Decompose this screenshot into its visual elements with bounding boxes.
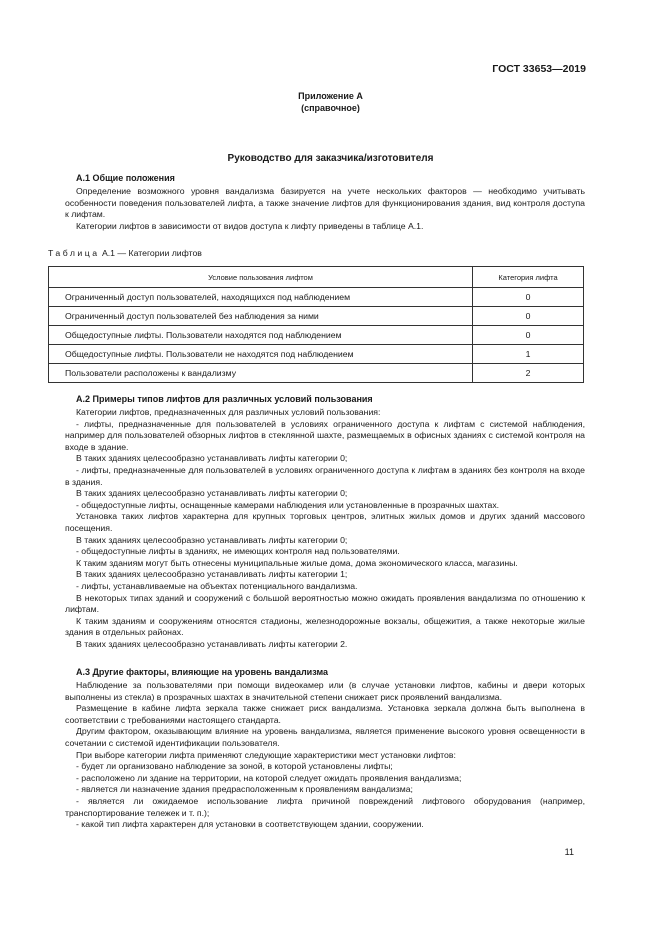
paragraph: В некоторых типах зданий и сооружений с большой вероятностью можно ожидать проявления вандализма по отношению к лифтам. xyxy=(65,592,585,615)
condition-cell: Общедоступные лифты. Пользователи не находятся под наблюдением xyxy=(49,345,473,364)
condition-cell: Пользователи расположены к вандализму xyxy=(49,364,473,383)
paragraph: Размещение в кабине лифта зеркала также снижает риск вандализма. Установка зеркала должна быть выполнена в соответствии с требованиями настоящего стандарта. xyxy=(65,703,585,725)
paragraph: Категории лифтов, предназначенных для различных условий пользования: xyxy=(76,407,381,417)
paragraph: В таких зданиях целесообразно устанавливать лифты категории 2. xyxy=(76,638,348,649)
section-a1-heading: А.1 Общие положения xyxy=(76,173,175,183)
table-caption xyxy=(48,248,202,258)
paragraph: Наблюдение за пользователями при помощи видеокамер или (в случае установки лифтов, кабины и двери которых выполнены из стекла) в прозрачных шахтах в значительной степени снижает риск проявлений вандализма. xyxy=(65,680,585,702)
paragraph: В таких зданиях целесообразно устанавливать лифты категории 0; xyxy=(76,488,348,499)
paragraph: - является ли ожидаемое использование лифта причиной повреждений лифтового оборудования (например, транспортирование тележек и т. п.); xyxy=(65,795,585,818)
column-header-condition: Условие пользования лифтом xyxy=(49,267,473,288)
section-a3-text xyxy=(65,680,585,831)
paragraph: - расположено ли здание на территории, на которой следует ожидать проявления вандализма; xyxy=(76,772,462,783)
paragraph: - общедоступные лифты, оснащенные камерами наблюдения или установленные в прозрачных шахтах. xyxy=(76,499,500,510)
lift-categories-table xyxy=(48,266,584,383)
category-cell: 2 xyxy=(473,364,584,383)
column-header-category: Категория лифта xyxy=(473,267,584,288)
table-row xyxy=(49,307,584,326)
paragraph: Установка таких лифтов характерна для крупных торговых центров, элитных жилых домов и других зданий массового посещения. xyxy=(65,511,585,533)
table-row xyxy=(49,345,584,364)
table-row xyxy=(49,326,584,345)
section-a2-heading: А.2 Примеры типов лифтов для различных условий пользования xyxy=(76,394,373,404)
paragraph: При выборе категории лифта применяют следующие характеристики мест установки лифтов: xyxy=(76,749,456,760)
standard-number: ГОСТ 33653—2019 xyxy=(492,63,586,75)
paragraph: - общедоступные лифты в зданиях, не имеющих контроля над пользователями. xyxy=(76,546,400,557)
table-row xyxy=(49,288,584,307)
paragraph: Определение возможного уровня вандализма базируется на учете нескольких факторов — необходимо учитывать особенности поведения пользователей лифта, а также значение лифтов для функционирования здания, вид контроля доступа к лифтам. xyxy=(65,186,585,220)
category-cell: 1 xyxy=(473,345,584,364)
paragraph: - лифты, предназначенные для пользователей в условиях ограниченного доступа к лифтам с системой наблюдения, например для пользователей обзорных лифтов в стеклянной шахте, размещаемых в офисных зданиях с системой контроля на входе в здание. xyxy=(65,418,585,452)
paragraph: К таким зданиям и сооружениям относятся стадионы, железнодорожные вокзалы, общежития, а также некоторые жилые здания в отдельных районах. xyxy=(65,615,585,638)
table-caption-label: Таблица xyxy=(48,248,100,258)
paragraph: К таким зданиям могут быть отнесены муниципальные жилые дома, дома экономического класса, магазины. xyxy=(76,557,518,568)
paragraph: - лифты, устанавливаемые на объектах потенциального вандализма. xyxy=(76,580,358,591)
category-cell: 0 xyxy=(473,288,584,307)
table-row xyxy=(49,364,584,383)
paragraph: В таких зданиях целесообразно устанавливать лифты категории 0; xyxy=(76,453,348,464)
paragraph: - какой тип лифта характерен для установки в соответствующем здании, сооружении. xyxy=(76,819,424,830)
paragraph: - лифты, предназначенные для пользователей в условиях ограниченного доступа к лифтам в зданиях без контроля на входе в здания. xyxy=(65,464,585,487)
category-cell: 0 xyxy=(473,307,584,326)
table-caption-text: А.1 — Категории лифтов xyxy=(99,248,202,258)
section-a3-heading: А.3 Другие факторы, влияющие на уровень вандализма xyxy=(76,667,329,677)
paragraph: - будет ли организовано наблюдение за зоной, в которой установлены лифты; xyxy=(76,761,393,772)
paragraph: В таких зданиях целесообразно устанавливать лифты категории 1; xyxy=(76,569,348,580)
annex-title: Приложение А xyxy=(298,91,363,101)
condition-cell: Ограниченный доступ пользователей без наблюдения за ними xyxy=(49,307,473,326)
page-number: 11 xyxy=(564,847,574,857)
main-title: Руководство для заказчика/изготовителя xyxy=(227,153,434,164)
paragraph: Категории лифтов в зависимости от видов доступа к лифту приведены в таблице А.1. xyxy=(76,220,424,231)
section-a1-text xyxy=(65,186,585,232)
condition-cell: Ограниченный доступ пользователей, находящихся под наблюдением xyxy=(49,288,473,307)
paragraph: - является ли назначение здания предрасположенным к проявлениям вандализма; xyxy=(76,784,413,795)
table-header-row xyxy=(49,267,584,288)
annex-subtitle: (справочное) xyxy=(301,103,360,113)
condition-cell: Общедоступные лифты. Пользователи находятся под наблюдением xyxy=(49,326,473,345)
paragraph: В таких зданиях целесообразно устанавливать лифты категории 0; xyxy=(76,534,348,545)
category-cell: 0 xyxy=(473,326,584,345)
paragraph: Другим фактором, оказывающим влияние на уровень вандализма, является применение высокого уровня освещенности в сочетании с системой идентификации пользователя. xyxy=(65,726,585,748)
section-a2-text xyxy=(65,407,585,650)
